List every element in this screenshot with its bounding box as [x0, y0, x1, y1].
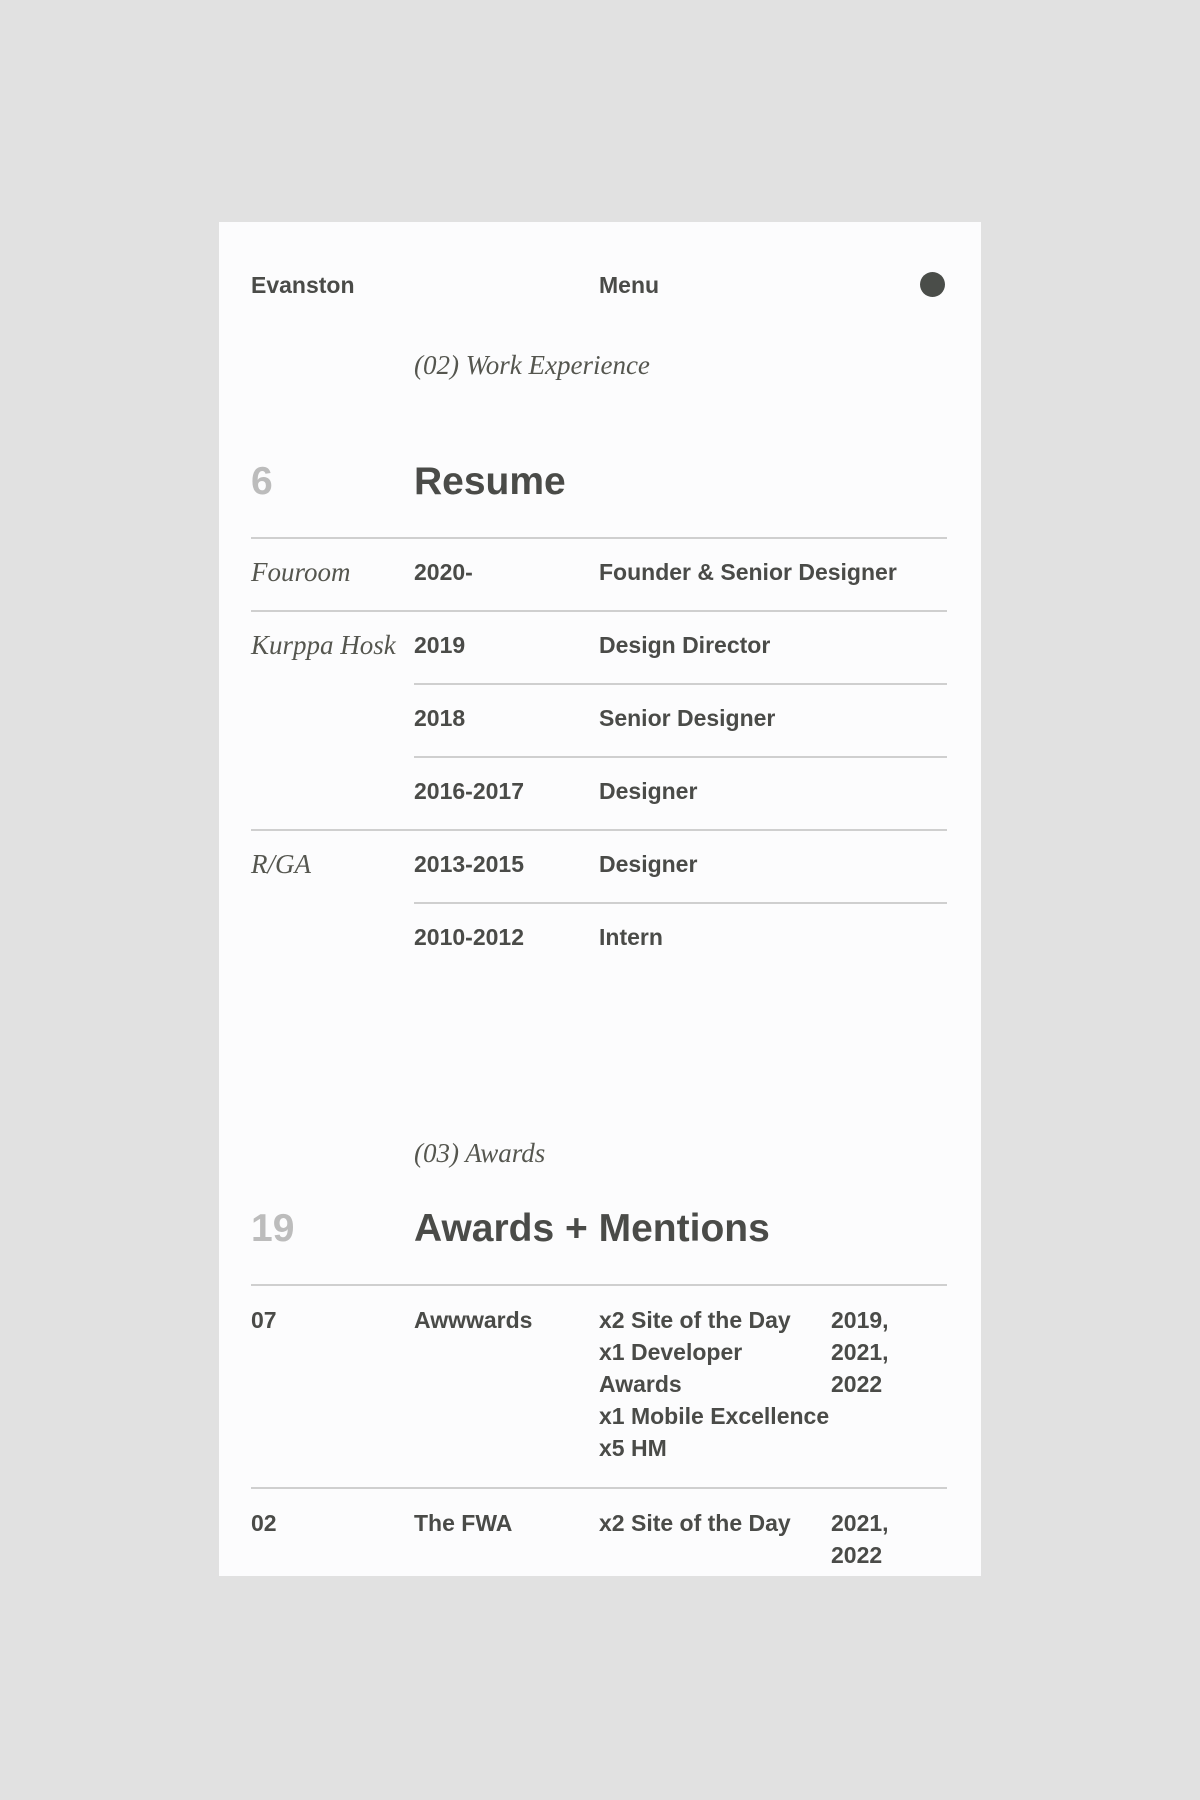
award-items — [599, 1304, 834, 1464]
divider — [251, 1487, 947, 1489]
award-item: Awards — [599, 1371, 682, 1397]
work-role: Founder & Senior Designer — [599, 559, 897, 585]
award-count: 07 — [251, 1307, 277, 1333]
award-year: 2022 — [831, 1542, 883, 1568]
divider — [414, 683, 947, 685]
work-company: Fouroom — [251, 557, 351, 587]
divider — [251, 610, 947, 612]
work-year: 2020- — [414, 559, 473, 585]
work-year: 2018 — [414, 705, 466, 731]
divider — [251, 537, 947, 539]
work-section-eyebrow: (02) Work Experience — [414, 350, 650, 380]
award-name: Awwwards — [414, 1307, 533, 1333]
divider — [251, 829, 947, 831]
work-role: Design Director — [599, 632, 771, 658]
work-title: Resume — [414, 460, 566, 503]
awards-title: Awards + Mentions — [414, 1207, 770, 1250]
award-item: x1 Mobile Excellence — [599, 1403, 830, 1429]
award-year: 2022 — [831, 1371, 883, 1397]
awards-count: 19 — [251, 1207, 295, 1250]
work-year: 2013-2015 — [414, 851, 524, 877]
work-role: Senior Designer — [599, 705, 776, 731]
award-name: The FWA — [414, 1510, 513, 1536]
page-card — [219, 222, 981, 1576]
brand-logo[interactable]: Evanston — [251, 272, 355, 298]
work-company: Kurppa Hosk — [251, 630, 396, 660]
award-years — [831, 1507, 951, 1571]
award-item: x2 Site of the Day — [599, 1307, 791, 1333]
award-year: 2019, — [831, 1307, 889, 1333]
divider — [414, 902, 947, 904]
award-item: x5 HM — [599, 1435, 667, 1461]
award-count: 02 — [251, 1510, 277, 1536]
work-year: 2019 — [414, 632, 466, 658]
menu-button[interactable]: Menu — [599, 272, 660, 298]
status-dot-icon[interactable] — [920, 272, 945, 297]
award-item: x2 Site of the Day — [599, 1510, 791, 1536]
awards-section-eyebrow: (03) Awards — [414, 1138, 546, 1168]
work-role: Designer — [599, 851, 698, 877]
work-company: R/GA — [251, 849, 311, 879]
divider — [251, 1284, 947, 1286]
work-count: 6 — [251, 460, 273, 503]
award-years — [831, 1304, 951, 1400]
award-items — [599, 1507, 834, 1539]
award-year: 2021, — [831, 1510, 889, 1536]
work-role: Designer — [599, 778, 698, 804]
work-role: Intern — [599, 924, 663, 950]
award-year: 2021, — [831, 1339, 889, 1365]
award-item: x1 Developer — [599, 1339, 743, 1365]
divider — [414, 756, 947, 758]
work-year: 2016-2017 — [414, 778, 524, 804]
work-year: 2010-2012 — [414, 924, 524, 950]
